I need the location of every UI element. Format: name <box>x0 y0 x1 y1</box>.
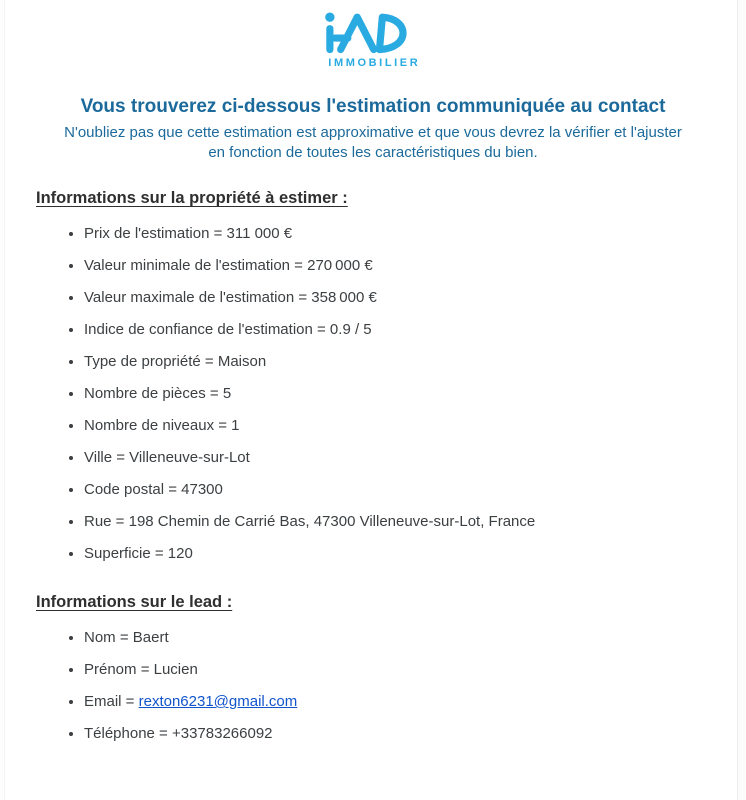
iad-logo-icon <box>319 10 427 56</box>
list-item: • Nom = Baert <box>84 628 716 647</box>
list-item: • Ville = Villeneuve-sur-Lot <box>84 448 716 467</box>
section-heading: Informations sur la propriété à estimer : <box>36 189 348 207</box>
list-item: • Prix de l'estimation = 311 000 € <box>84 224 716 243</box>
info-section <box>36 189 716 563</box>
info-list <box>36 628 716 743</box>
list-item: • Valeur minimale de l'estimation = 270 000 € <box>84 256 716 275</box>
sections <box>36 189 716 743</box>
left-edge-divider <box>0 0 5 800</box>
list-item: • Type de propriété = Maison <box>84 352 716 371</box>
list-item: • Rue = 198 Chemin de Carrié Bas, 47300 Villeneuve-sur-Lot, France <box>84 512 716 531</box>
logo <box>0 0 746 69</box>
page-title: Vous trouverez ci-dessous l'estimation communiquée au contact <box>80 96 666 117</box>
logo-subtext: IMMOBILIER <box>328 57 421 69</box>
list-item: • Prénom = Lucien <box>84 660 716 679</box>
page-subtitle <box>0 123 746 162</box>
list-item: • Téléphone = +33783266092 <box>84 724 716 743</box>
list-item: • Superficie = 120 <box>84 544 716 563</box>
list-item: • Valeur maximale de l'estimation = 358 000 € <box>84 288 716 307</box>
info-list <box>36 224 716 563</box>
page-subtitle-line-1: N'oubliez pas que cette estimation est approximative et que vous devrez la vérifier et l'ajuster <box>64 124 682 141</box>
email-link[interactable]: rexton6231@gmail.com <box>138 693 298 710</box>
right-edge-divider <box>737 0 746 800</box>
list-item: • Nombre de pièces = 5 <box>84 384 716 403</box>
info-section <box>36 593 716 743</box>
list-item: • Email = rexton6231@gmail.com <box>84 692 716 711</box>
list-item: • Code postal = 47300 <box>84 480 716 499</box>
page-subtitle-line-2: en fonction de toutes les caractéristiques du bien. <box>208 143 538 161</box>
list-item: • Nombre de niveaux = 1 <box>84 416 716 435</box>
section-heading: Informations sur le lead : <box>36 593 233 611</box>
list-item: • Indice de confiance de l'estimation = 0.9 / 5 <box>84 320 716 339</box>
